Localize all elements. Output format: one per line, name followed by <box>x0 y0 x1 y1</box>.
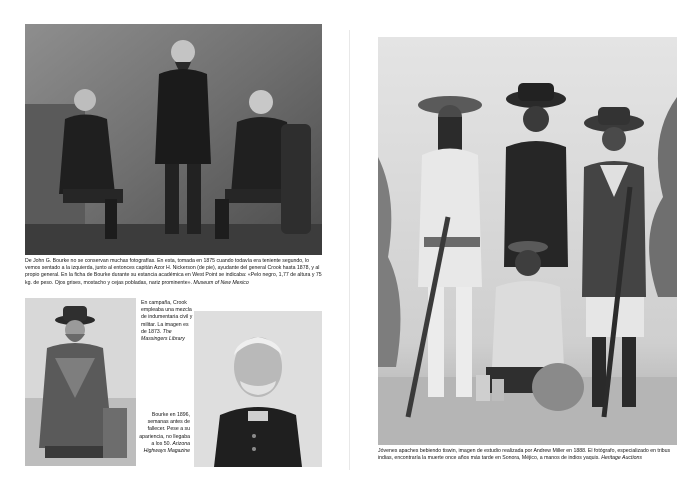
group-portrait-photo <box>25 24 322 255</box>
group-portrait-caption <box>25 258 322 287</box>
bourke-1896-caption <box>138 412 190 455</box>
bourke-1896-credit: Arizona Highways Magazine <box>143 440 190 455</box>
crook-field-credit: The Massingers Library <box>141 328 185 343</box>
crook-field-caption <box>141 300 193 343</box>
apache-group-caption-text: Jóvenes apaches bebiendo tiswin, imagen de estudio realizada por Andrew Miller en 1888. El fotógrafo, especializado en tribus indias, encontraría la muerte once años más tarde en Sonora, Méjico, a manos de indios yaquis. <box>378 448 671 462</box>
crook-field-caption-text: En campaña, Crook empleaba una mezcla de indumentaria civil y militar. La imagen es de 1873. <box>141 300 193 335</box>
page-gutter <box>349 30 350 470</box>
bourke-1896-caption-text: Bourke en 1896, semanas antes de fallecer. Pese a su apariencia, no llegaba a los 50. <box>139 412 190 447</box>
apache-group-photo <box>378 37 677 445</box>
bourke-1896-portrait-photo <box>194 311 322 467</box>
apache-group-credit: Heritage Auctions <box>601 455 642 462</box>
apache-group-caption <box>378 448 677 462</box>
crook-field-portrait-photo <box>25 298 136 466</box>
group-portrait-caption-text: De John G. Bourke no se conservan muchas fotografías. En esta, tomada en 1875 cuando todavía era teniente segundo, lo vemos sentado a la izquierda, junto al entonces capitán Azor H. Nickerson (de pie), ayudante del general Crook hasta 1878, y al propio general. En la ficha de Bourke durante su estancia académica en West Point se indicaba: «Pelo negro, 1,77 de altura y 75 kg. de peso. Ojos grises, mostacho y cejas pobladas, nariz prominente». <box>25 258 322 286</box>
group-portrait-credit: Museum of New Mexico <box>193 279 249 286</box>
